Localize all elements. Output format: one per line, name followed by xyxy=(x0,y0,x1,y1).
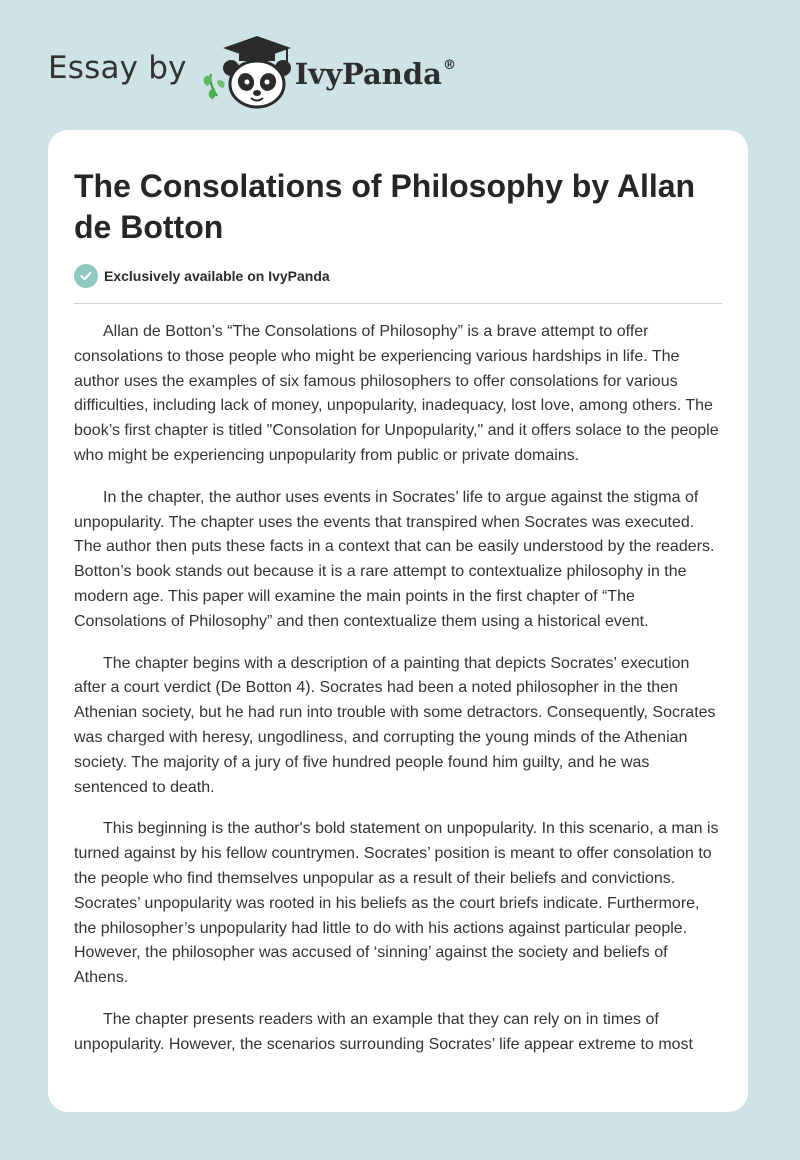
exclusive-label: Exclusively available on IvyPanda xyxy=(104,268,330,284)
brand-name[interactable]: IvyPanda® xyxy=(294,57,456,91)
divider xyxy=(74,303,722,304)
ivy-leaf-icon xyxy=(203,74,224,99)
essay-card xyxy=(48,130,748,1112)
panda-graduate-icon[interactable] xyxy=(201,34,293,110)
paragraph: The chapter presents readers with an example that they can rely on in times of unpopularity. However, the scenarios surrounding Socrates’ life appear extreme to most xyxy=(74,1010,693,1053)
exclusive-badge xyxy=(74,264,330,288)
essay-body xyxy=(74,320,724,1075)
page-title: The Consolations of Philosophy by Allan de Botton xyxy=(74,168,696,245)
site-header xyxy=(48,34,456,110)
paragraph: Allan de Botton’s “The Consolations of Philosophy” is a brave attempt to offer consolations to those people who might be experiencing various hardships in life. The author uses the examples of six famous philosophers to offer consolations for various difficulties, including lack of money, unpopularity, inadequacy, lost love, among others. The book’s first chapter is titled "Consolation for Unpopularity," and it offers solace to the people who might be experiencing unpopularity from public or private domains. xyxy=(74,323,719,464)
paragraph: The chapter begins with a description of a painting that depicts Socrates’ execution after a court verdict (De Botton 4). Socrates had been a noted philosopher in the then Athenian society, but he had run into trouble with some detractors. Consequently, Socrates was charged with heresy, ungodliness, and corrupting the young minds of the Athenian society. The majority of a jury of five hundred people found him guilty, and he was sentenced to death. xyxy=(74,654,716,796)
registered-mark: ® xyxy=(442,58,456,74)
paragraph: This beginning is the author's bold statement on unpopularity. In this scenario, a man is turned against by his fellow countrymen. Socrates’ position is meant to offer consolation to the people who find themselves unpopular as a result of their beliefs and convictions. Socrates’ unpopularity was rooted in his beliefs as the court briefs indicate. Furthermore, the philosopher’s unpopularity had little to do with his actions against particular people. However, the philosopher was accused of ‘sinning’ against the society and beliefs of Athens. xyxy=(74,820,719,987)
essay-by-label: Essay by xyxy=(48,50,187,86)
paragraph: In the chapter, the author uses events in Socrates’ life to argue against the stigma of unpopularity. The chapter uses the events that transpired when Socrates was executed. The author then puts these facts in a context that can be easily understood by the readers. Botton’s book stands out because it is a rare attempt to contextualize philosophy in the modern age. This paper will examine the main points in the first chapter of “The Consolations of Philosophy” and then contextualize them using a historical event. xyxy=(74,488,715,630)
check-icon xyxy=(74,264,98,288)
